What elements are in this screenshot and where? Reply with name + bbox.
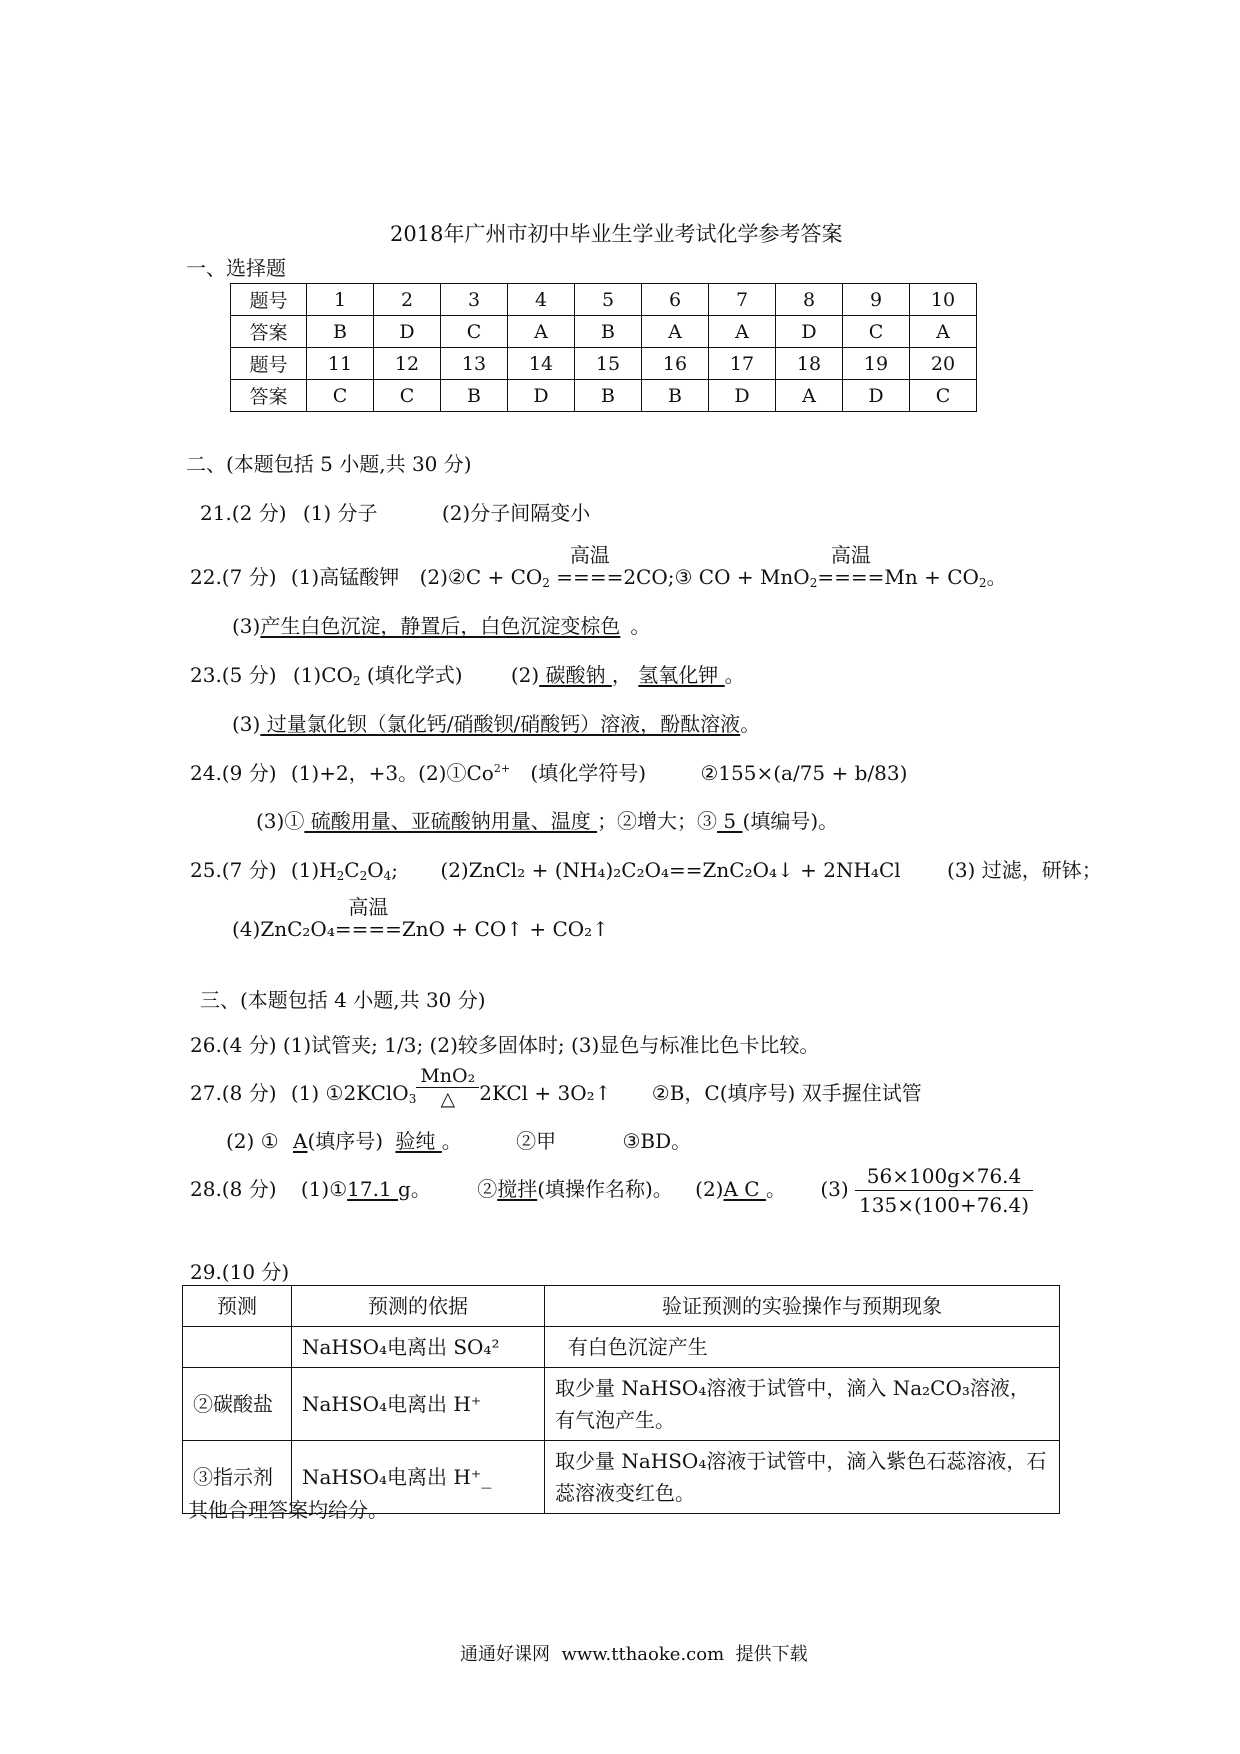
table-cell: C <box>307 380 374 412</box>
q28-answer1: 17.1 <box>347 1177 399 1201</box>
q25-eq <box>334 895 402 941</box>
table-cell: C <box>374 380 441 412</box>
table-cell: C <box>843 316 910 348</box>
section1-heading: 一、选择题 <box>186 256 286 280</box>
q29-num: 29.(10 分) <box>190 1260 290 1284</box>
table-cell: B <box>307 316 374 348</box>
table-row <box>231 316 977 348</box>
q22-p2a: (2)②C + CO <box>419 565 543 589</box>
q24-p1b: (填化学符号) <box>530 761 647 785</box>
q23-line2-answer: 过量氯化钡（氯化钙/硝酸钡/硝酸钙）溶液，酚酞溶液 <box>260 712 741 736</box>
q27-line <box>190 1065 922 1110</box>
table-cell: 15 <box>575 348 642 380</box>
row-label-a: 答案 <box>231 380 307 412</box>
q25-line2-prefix: (4)ZnC₂O₄ <box>232 917 335 941</box>
q24-line2-end: (填编号)。 <box>742 809 839 833</box>
q27-line2 <box>226 1125 691 1154</box>
table-row <box>231 348 977 380</box>
table-cell: B <box>575 316 642 348</box>
row-label-q: 题号 <box>231 348 307 380</box>
q22-eqsign2: ==== <box>817 565 885 589</box>
row-label-q: 题号 <box>231 284 307 316</box>
table-cell: 有白色沉淀产生 <box>545 1327 1060 1368</box>
q25-sub2: 2 <box>359 869 368 883</box>
q22-line: 22.(7 分) (1)高锰酸钾 (2)②C + $CO_2$ 高温 ====2CO;③ CO + MnO$_2$ 高温 $====Mn + CO_2$。 <box>190 561 1007 590</box>
table-cell: 2 <box>374 284 441 316</box>
table-cell: B <box>642 380 709 412</box>
table-cell: A <box>910 316 977 348</box>
table-cell: B <box>441 380 508 412</box>
section2-heading: 二、(本题包括 5 小题,共 30 分) <box>186 452 472 476</box>
q22-num: 22.(7 分) <box>190 565 277 589</box>
q28-p3: (2) <box>695 1177 724 1201</box>
table-row <box>231 380 977 412</box>
q26-line: 26.(4 分) (1)试管夹; 1/3; (2)较多固体时; (3)显色与标准比色卡比较。 <box>190 1033 820 1057</box>
table-cell: 12 <box>374 348 441 380</box>
q28-unit: g。 <box>398 1177 431 1201</box>
q23-p2: (2) <box>510 663 540 687</box>
q23-answer1: 碳酸钠 <box>539 663 612 687</box>
table-cell: 14 <box>508 348 575 380</box>
table-cell: D <box>776 316 843 348</box>
table-cell: 18 <box>776 348 843 380</box>
q27-sub1: 3 <box>408 1092 417 1106</box>
q24-line2-prefix: (3)① <box>256 809 305 833</box>
q25-p3: (3) 过滤，研钵； <box>947 858 1102 882</box>
q28-p4: (3) <box>820 1177 849 1201</box>
table-cell: A <box>642 316 709 348</box>
table-cell: 取少量 NaHSO₄溶液于试管中，滴入 Na₂CO₃溶液，有气泡产生。 <box>545 1368 1060 1441</box>
q27-line2-c: 。 <box>441 1129 462 1153</box>
table-cell: D <box>508 380 575 412</box>
q25-cond: 高温 <box>348 895 389 919</box>
table-cell: NaHSO₄电离出 SO₄² <box>292 1327 545 1368</box>
q22-line2 <box>232 610 650 639</box>
q28-p3b: 。 <box>765 1177 786 1201</box>
q28-answer3: A C <box>723 1177 766 1201</box>
q23-num: 23.(5 分) <box>190 663 277 687</box>
q28-frac-num: 56×100g×76.4 <box>855 1162 1033 1191</box>
q25-eqsign: ==== <box>334 917 402 941</box>
q28-num: 28.(8 分) <box>190 1177 277 1201</box>
q23-line2-end: 。 <box>740 712 761 736</box>
q27-cond-bottom: △ <box>440 1088 456 1110</box>
q22-cond2: 高温 <box>830 543 871 567</box>
q24-line2-answer: 硫酸用量、亚硫酸钠用量、温度 <box>304 809 598 833</box>
table-row <box>183 1368 1060 1441</box>
q22-p2d: 。 <box>986 565 1007 589</box>
header-cell: 验证预测的实验操作与预期现象 <box>545 1286 1060 1327</box>
q22-line2-answer: 产生白色沉淀，静置后，白色沉淀变棕色 <box>260 614 621 638</box>
q23-end: 。 <box>724 663 745 687</box>
q22-line2-prefix: (3) <box>232 614 261 638</box>
q21-num: 21.(2 分) <box>200 501 287 525</box>
q23-line2 <box>232 708 760 737</box>
choice-answer-table <box>230 283 977 412</box>
q27-answer2: 验纯 <box>395 1129 442 1153</box>
q28-p2: ② <box>477 1177 498 1201</box>
q27-cond-top: MnO₂ <box>416 1065 479 1088</box>
q25-p1c: O <box>367 858 384 882</box>
q25-p2: (2)ZnCl₂ + (NH₄)₂C₂O₄==ZnC₂O₄↓ + 2NH₄Cl <box>440 858 901 882</box>
q27-line2-b: (填序号) <box>307 1129 384 1153</box>
q24-line2-answer2: 5 <box>717 809 743 833</box>
q23-p1: (1)CO <box>292 663 353 687</box>
table-cell: NaHSO₄电离出 H⁺_ <box>292 1441 545 1514</box>
q22-p1: (1)高锰酸钾 <box>290 565 400 589</box>
q27-p2: ②B，C(填序号) 双手握住试管 <box>651 1081 922 1105</box>
table-cell: 10 <box>910 284 977 316</box>
q23-line: 23.(5 分) $(1)CO_2$ (填化学式) (2) 碳酸钠 ， 氢氧化钾 。 <box>190 663 745 688</box>
scoring-note: 其他合理答案均给分。 <box>188 1498 388 1522</box>
header-cell: 预测的依据 <box>292 1286 545 1327</box>
q25-line <box>190 854 1102 883</box>
table-cell: 16 <box>642 348 709 380</box>
q29-table <box>182 1285 1060 1514</box>
table-cell: C <box>441 316 508 348</box>
table-cell: D <box>374 316 441 348</box>
q23-line2-prefix: (3) <box>232 712 261 736</box>
q28-fraction <box>855 1162 1033 1219</box>
table-cell: 13 <box>441 348 508 380</box>
q24-sup: 2+ <box>493 762 511 775</box>
page-title: 2018年广州市初中毕业生学业考试化学参考答案 <box>390 222 843 246</box>
table-cell: D <box>709 380 776 412</box>
table-cell: A <box>709 316 776 348</box>
table-cell: ②碳酸盐 <box>183 1368 292 1441</box>
table-cell: 5 <box>575 284 642 316</box>
table-cell: 1 <box>307 284 374 316</box>
q28-frac-den: 135×(100+76.4) <box>859 1193 1030 1217</box>
table-cell: ③指示剂 <box>183 1441 292 1514</box>
q27-num: 27.(8 分) <box>190 1081 277 1105</box>
q27-line2-d: ②甲 <box>516 1129 557 1153</box>
table-cell: 取少量 NaHSO₄溶液于试管中，滴入紫色石蕊溶液，石蕊溶液变红色。 <box>545 1441 1060 1514</box>
table-cell: 3 <box>441 284 508 316</box>
q22-eq1 <box>556 543 624 589</box>
table-cell: D <box>843 380 910 412</box>
q24-p2: ②155×(a/75 + b/83) <box>700 761 908 785</box>
q25-p1b: C <box>344 858 360 882</box>
table-cell: 9 <box>843 284 910 316</box>
table-cell: 19 <box>843 348 910 380</box>
table-cell: 7 <box>709 284 776 316</box>
q24-p1: (1)+2，+3。(2)①Co <box>290 761 494 785</box>
table-cell: B <box>575 380 642 412</box>
table-header-row <box>183 1286 1060 1327</box>
table-cell: 20 <box>910 348 977 380</box>
q27-p1: (1) ①2KClO <box>290 1081 409 1105</box>
q28-p1: (1)① <box>300 1177 348 1201</box>
q27-condition <box>416 1065 479 1110</box>
table-cell: 8 <box>776 284 843 316</box>
q22-p2b: 2CO;③ CO + MnO <box>623 565 810 589</box>
q22-eq2 <box>817 543 885 589</box>
q21-p2: (2)分子间隔变小 <box>441 501 591 525</box>
header-cell: 预测 <box>183 1286 292 1327</box>
q22-p2c: Mn + CO <box>884 565 979 589</box>
table-cell: C <box>910 380 977 412</box>
q25-line2 <box>232 895 609 941</box>
q22-cond1: 高温 <box>569 543 610 567</box>
q27-p1b: 2KCl + 3O₂↑ <box>479 1081 612 1105</box>
table-cell: A <box>776 380 843 412</box>
q23-answer2: 氢氧化钾 <box>638 663 725 687</box>
q28-p2b: (填操作名称)。 <box>537 1177 673 1201</box>
q28-answer2: 搅拌 <box>497 1177 538 1201</box>
section3-heading: 三、(本题包括 4 小题,共 30 分) <box>200 988 486 1012</box>
table-cell: 11 <box>307 348 374 380</box>
row-label-a: 答案 <box>231 316 307 348</box>
table-cell <box>183 1327 292 1368</box>
q24-line2 <box>256 805 838 834</box>
q23-p1b: (填化学式) <box>366 663 463 687</box>
q23-sep: ， <box>611 663 632 687</box>
q21-line <box>200 497 590 526</box>
q27-answer1: A <box>292 1129 308 1153</box>
q24-line2-mid: ；②增大；③ <box>597 809 718 833</box>
q25-sub3: 4 <box>383 869 392 883</box>
table-row <box>231 284 977 316</box>
q25-num: 25.(7 分) <box>190 858 277 882</box>
q25-sub1: 2 <box>336 869 345 883</box>
q27-line2-e: ③BD。 <box>622 1129 692 1153</box>
q25-p1d: ; <box>391 858 399 882</box>
q22-eqsign1: ==== <box>556 565 624 589</box>
table-cell: 17 <box>709 348 776 380</box>
q25-line2-rest: ZnO + CO↑ + CO₂↑ <box>401 917 609 941</box>
q27-line2-a: (2) ① <box>226 1129 279 1153</box>
q25-p1: (1)H <box>290 858 337 882</box>
q28-line <box>190 1162 1033 1219</box>
q22-line2-end: 。 <box>630 614 651 638</box>
table-row <box>183 1327 1060 1368</box>
q24-line <box>190 757 907 786</box>
table-cell: A <box>508 316 575 348</box>
table-cell: 6 <box>642 284 709 316</box>
table-cell: 4 <box>508 284 575 316</box>
q21-p1: (1) 分子 <box>302 501 378 525</box>
q24-num: 24.(9 分) <box>190 761 277 785</box>
table-cell: NaHSO₄电离出 H⁺ <box>292 1368 545 1441</box>
page-footer: 通通好课网 www.tthaoke.com 提供下载 <box>460 1644 808 1665</box>
